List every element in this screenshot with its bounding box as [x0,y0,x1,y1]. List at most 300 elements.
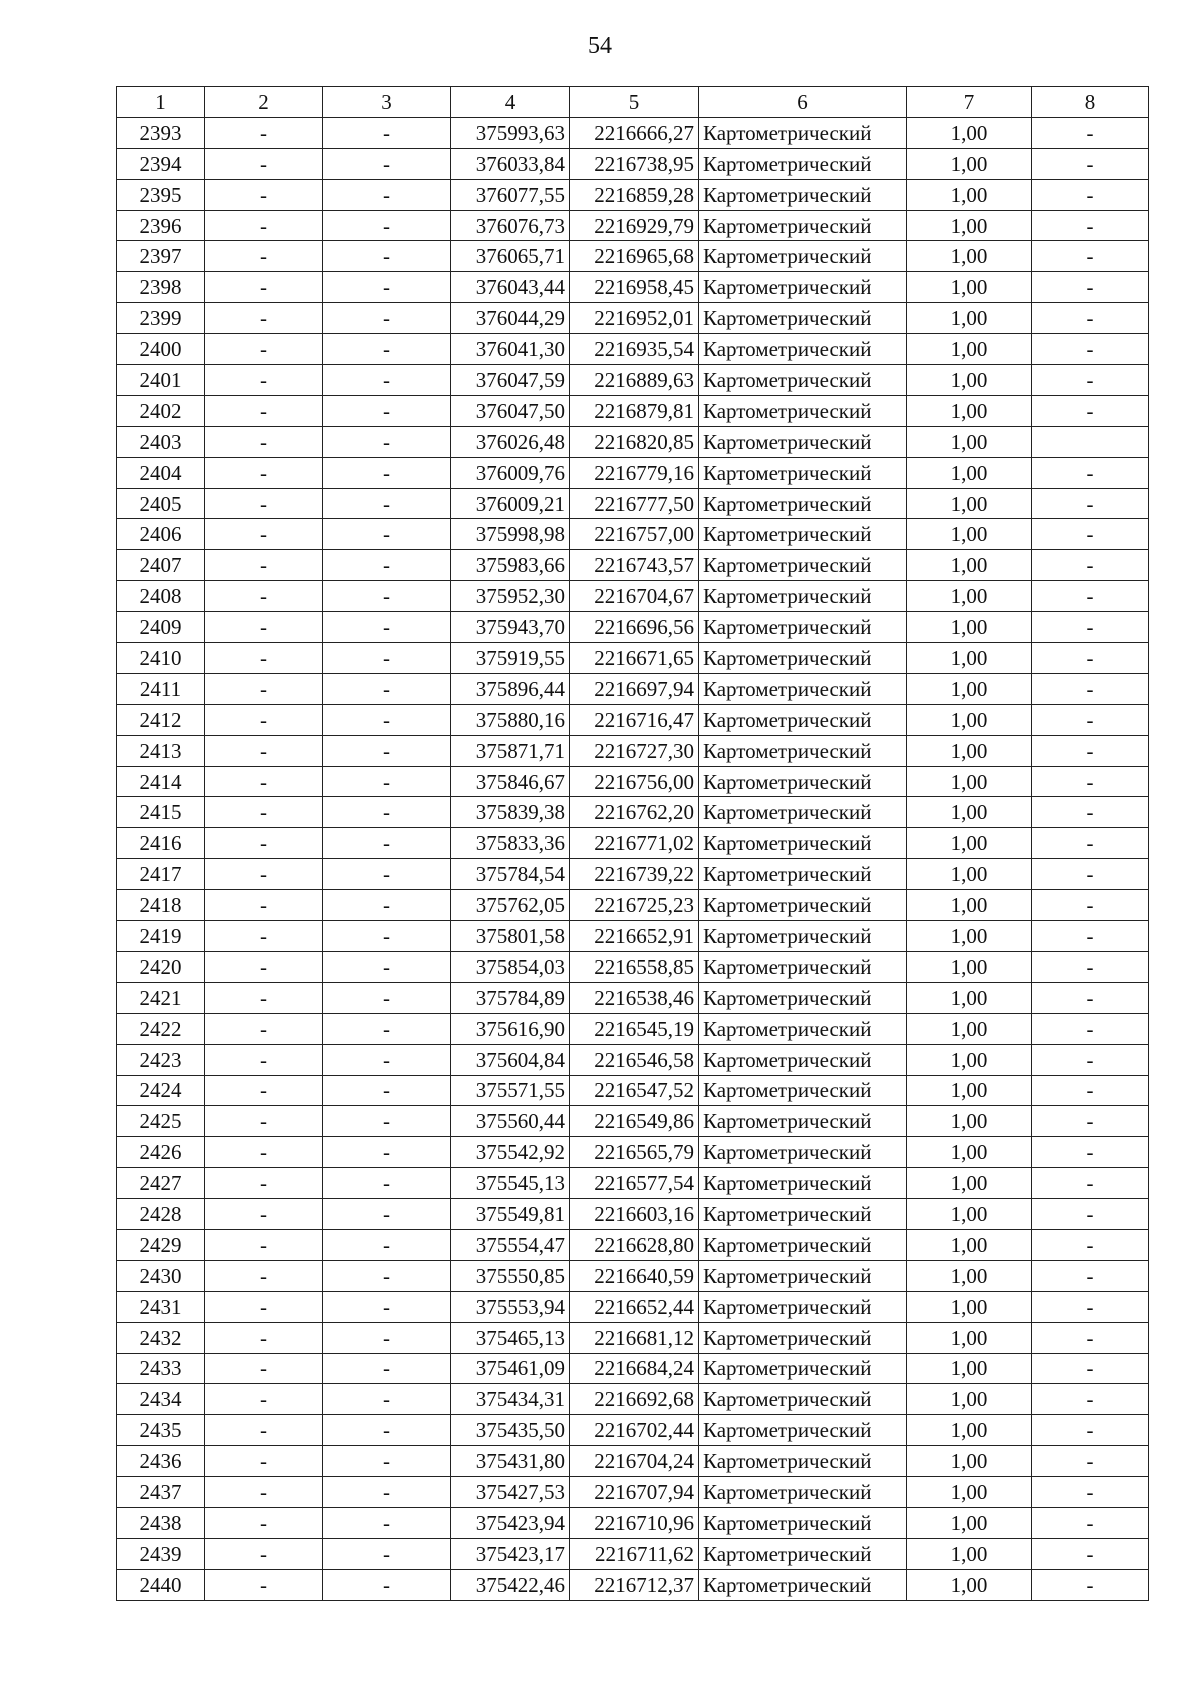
table-row [117,1415,1149,1446]
x-coordinate-cell: 375846,67 [451,766,570,797]
x-coordinate-cell: 376076,73 [451,210,570,241]
y-coordinate-cell: 2216889,63 [570,365,699,396]
y-coordinate-cell: 2216779,16 [570,457,699,488]
col3-cell: - [323,365,451,396]
x-coordinate-cell: 375833,36 [451,828,570,859]
method-cell: Картометрический [699,426,907,457]
col8-cell: - [1032,859,1149,890]
col2-cell: - [205,1013,323,1044]
x-coordinate-cell: 376041,30 [451,334,570,365]
col2-cell: - [205,179,323,210]
method-cell: Картометрический [699,1075,907,1106]
point-number-cell: 2426 [117,1137,205,1168]
method-cell: Картометрический [699,643,907,674]
col3-cell: - [323,797,451,828]
col2-cell: - [205,673,323,704]
y-coordinate-cell: 2216545,19 [570,1013,699,1044]
method-cell: Картометрический [699,241,907,272]
col8-cell: - [1032,1013,1149,1044]
y-coordinate-cell: 2216577,54 [570,1168,699,1199]
column-header: 8 [1032,87,1149,118]
col2-cell: - [205,704,323,735]
y-coordinate-cell: 2216965,68 [570,241,699,272]
accuracy-cell: 1,00 [907,1353,1032,1384]
table-row [117,148,1149,179]
x-coordinate-cell: 375616,90 [451,1013,570,1044]
method-cell: Картометрический [699,1353,907,1384]
col2-cell: - [205,951,323,982]
col8-cell: - [1032,766,1149,797]
col8-cell: - [1032,643,1149,674]
col8-cell: - [1032,117,1149,148]
col8-cell: - [1032,1137,1149,1168]
x-coordinate-cell: 376047,50 [451,395,570,426]
col8-cell: - [1032,148,1149,179]
accuracy-cell: 1,00 [907,1384,1032,1415]
col3-cell: - [323,519,451,550]
table-row [117,1137,1149,1168]
x-coordinate-cell: 376009,76 [451,457,570,488]
accuracy-cell: 1,00 [907,982,1032,1013]
y-coordinate-cell: 2216628,80 [570,1229,699,1260]
table-row [117,303,1149,334]
x-coordinate-cell: 376043,44 [451,272,570,303]
col2-cell: - [205,1260,323,1291]
x-coordinate-cell: 376047,59 [451,365,570,396]
col8-cell: - [1032,334,1149,365]
col2-cell: - [205,1322,323,1353]
point-number-cell: 2417 [117,859,205,890]
col3-cell: - [323,982,451,1013]
method-cell: Картометрический [699,704,907,735]
method-cell: Картометрический [699,210,907,241]
method-cell: Картометрический [699,1013,907,1044]
point-number-cell: 2413 [117,735,205,766]
col3-cell: - [323,1569,451,1600]
col3-cell: - [323,457,451,488]
y-coordinate-cell: 2216952,01 [570,303,699,334]
point-number-cell: 2396 [117,210,205,241]
point-number-cell: 2419 [117,921,205,952]
table-row [117,673,1149,704]
accuracy-cell: 1,00 [907,426,1032,457]
col2-cell: - [205,859,323,890]
col8-cell: - [1032,612,1149,643]
table-row [117,1538,1149,1569]
x-coordinate-cell: 375423,17 [451,1538,570,1569]
col2-cell: - [205,1075,323,1106]
y-coordinate-cell: 2216692,68 [570,1384,699,1415]
col8-cell: - [1032,982,1149,1013]
y-coordinate-cell: 2216549,86 [570,1106,699,1137]
x-coordinate-cell: 375465,13 [451,1322,570,1353]
column-header: 3 [323,87,451,118]
x-coordinate-cell: 375762,05 [451,890,570,921]
point-number-cell: 2412 [117,704,205,735]
accuracy-cell: 1,00 [907,1075,1032,1106]
col8-cell: - [1032,581,1149,612]
col8-cell [1032,426,1149,457]
point-number-cell: 2435 [117,1415,205,1446]
table-row [117,704,1149,735]
col2-cell: - [205,766,323,797]
column-header: 7 [907,87,1032,118]
y-coordinate-cell: 2216671,65 [570,643,699,674]
x-coordinate-cell: 375461,09 [451,1353,570,1384]
col2-cell: - [205,272,323,303]
table-row [117,1044,1149,1075]
col3-cell: - [323,859,451,890]
x-coordinate-cell: 375554,47 [451,1229,570,1260]
y-coordinate-cell: 2216935,54 [570,334,699,365]
point-number-cell: 2430 [117,1260,205,1291]
table-row [117,797,1149,828]
col8-cell: - [1032,550,1149,581]
point-number-cell: 2400 [117,334,205,365]
col2-cell: - [205,457,323,488]
accuracy-cell: 1,00 [907,457,1032,488]
col2-cell: - [205,612,323,643]
method-cell: Картометрический [699,1415,907,1446]
table-row [117,1291,1149,1322]
point-number-cell: 2438 [117,1507,205,1538]
x-coordinate-cell: 375952,30 [451,581,570,612]
y-coordinate-cell: 2216565,79 [570,1137,699,1168]
method-cell: Картометрический [699,951,907,982]
y-coordinate-cell: 2216725,23 [570,890,699,921]
coordinates-table [116,86,1149,1601]
col3-cell: - [323,951,451,982]
accuracy-cell: 1,00 [907,1538,1032,1569]
point-number-cell: 2405 [117,488,205,519]
method-cell: Картометрический [699,1384,907,1415]
x-coordinate-cell: 376026,48 [451,426,570,457]
point-number-cell: 2428 [117,1199,205,1230]
col3-cell: - [323,395,451,426]
y-coordinate-cell: 2216762,20 [570,797,699,828]
x-coordinate-cell: 375435,50 [451,1415,570,1446]
accuracy-cell: 1,00 [907,859,1032,890]
table-row [117,117,1149,148]
table-row [117,1569,1149,1600]
method-cell: Картометрический [699,365,907,396]
table-row [117,612,1149,643]
table-row [117,1384,1149,1415]
col3-cell: - [323,426,451,457]
col2-cell: - [205,828,323,859]
method-cell: Картометрический [699,1538,907,1569]
y-coordinate-cell: 2216727,30 [570,735,699,766]
col2-cell: - [205,797,323,828]
y-coordinate-cell: 2216879,81 [570,395,699,426]
point-number-cell: 2406 [117,519,205,550]
col2-cell: - [205,1106,323,1137]
col8-cell: - [1032,1106,1149,1137]
col2-cell: - [205,1137,323,1168]
accuracy-cell: 1,00 [907,581,1032,612]
point-number-cell: 2431 [117,1291,205,1322]
col3-cell: - [323,1384,451,1415]
method-cell: Картометрический [699,612,907,643]
x-coordinate-cell: 375919,55 [451,643,570,674]
x-coordinate-cell: 375549,81 [451,1199,570,1230]
table-row [117,828,1149,859]
accuracy-cell: 1,00 [907,1415,1032,1446]
point-number-cell: 2399 [117,303,205,334]
col8-cell: - [1032,1477,1149,1508]
col3-cell: - [323,334,451,365]
method-cell: Картометрический [699,1044,907,1075]
accuracy-cell: 1,00 [907,797,1032,828]
point-number-cell: 2436 [117,1446,205,1477]
point-number-cell: 2408 [117,581,205,612]
col2-cell: - [205,210,323,241]
y-coordinate-cell: 2216929,79 [570,210,699,241]
col8-cell: - [1032,1415,1149,1446]
point-number-cell: 2414 [117,766,205,797]
accuracy-cell: 1,00 [907,210,1032,241]
method-cell: Картометрический [699,828,907,859]
table-row [117,365,1149,396]
y-coordinate-cell: 2216684,24 [570,1353,699,1384]
table-header [117,87,1149,118]
table-row [117,890,1149,921]
method-cell: Картометрический [699,519,907,550]
col2-cell: - [205,117,323,148]
accuracy-cell: 1,00 [907,1446,1032,1477]
x-coordinate-cell: 375550,85 [451,1260,570,1291]
col3-cell: - [323,704,451,735]
y-coordinate-cell: 2216702,44 [570,1415,699,1446]
method-cell: Картометрический [699,272,907,303]
col2-cell: - [205,1477,323,1508]
x-coordinate-cell: 376077,55 [451,179,570,210]
method-cell: Картометрический [699,148,907,179]
method-cell: Картометрический [699,1477,907,1508]
point-number-cell: 2404 [117,457,205,488]
point-number-cell: 2411 [117,673,205,704]
point-number-cell: 2402 [117,395,205,426]
method-cell: Картометрический [699,1168,907,1199]
col2-cell: - [205,982,323,1013]
point-number-cell: 2410 [117,643,205,674]
table-row [117,210,1149,241]
y-coordinate-cell: 2216757,00 [570,519,699,550]
col2-cell: - [205,1199,323,1230]
col3-cell: - [323,766,451,797]
table-row [117,426,1149,457]
col2-cell: - [205,365,323,396]
accuracy-cell: 1,00 [907,272,1032,303]
table-row [117,1013,1149,1044]
col8-cell: - [1032,241,1149,272]
col3-cell: - [323,1229,451,1260]
table-row [117,1477,1149,1508]
col8-cell: - [1032,1260,1149,1291]
col3-cell: - [323,210,451,241]
method-cell: Картометрический [699,395,907,426]
col2-cell: - [205,519,323,550]
x-coordinate-cell: 375983,66 [451,550,570,581]
col3-cell: - [323,1353,451,1384]
col3-cell: - [323,1168,451,1199]
x-coordinate-cell: 375839,38 [451,797,570,828]
col3-cell: - [323,1260,451,1291]
page-number: 54 [588,33,612,59]
table-row [117,1446,1149,1477]
x-coordinate-cell: 375434,31 [451,1384,570,1415]
method-cell: Картометрический [699,179,907,210]
accuracy-cell: 1,00 [907,643,1032,674]
x-coordinate-cell: 375880,16 [451,704,570,735]
col8-cell: - [1032,951,1149,982]
accuracy-cell: 1,00 [907,117,1032,148]
method-cell: Картометрический [699,982,907,1013]
table-row [117,1106,1149,1137]
col3-cell: - [323,612,451,643]
col2-cell: - [205,334,323,365]
y-coordinate-cell: 2216652,91 [570,921,699,952]
table-row [117,550,1149,581]
method-cell: Картометрический [699,797,907,828]
y-coordinate-cell: 2216707,94 [570,1477,699,1508]
method-cell: Картометрический [699,581,907,612]
col2-cell: - [205,1569,323,1600]
method-cell: Картометрический [699,303,907,334]
point-number-cell: 2425 [117,1106,205,1137]
y-coordinate-cell: 2216547,52 [570,1075,699,1106]
col8-cell: - [1032,179,1149,210]
y-coordinate-cell: 2216958,45 [570,272,699,303]
point-number-cell: 2407 [117,550,205,581]
table-row [117,457,1149,488]
col3-cell: - [323,1415,451,1446]
y-coordinate-cell: 2216538,46 [570,982,699,1013]
col8-cell: - [1032,519,1149,550]
point-number-cell: 2423 [117,1044,205,1075]
x-coordinate-cell: 375784,89 [451,982,570,1013]
y-coordinate-cell: 2216681,12 [570,1322,699,1353]
accuracy-cell: 1,00 [907,1291,1032,1322]
col3-cell: - [323,241,451,272]
method-cell: Картометрический [699,457,907,488]
accuracy-cell: 1,00 [907,1569,1032,1600]
y-coordinate-cell: 2216704,67 [570,581,699,612]
col8-cell: - [1032,488,1149,519]
table-row [117,334,1149,365]
x-coordinate-cell: 375423,94 [451,1507,570,1538]
col8-cell: - [1032,1199,1149,1230]
method-cell: Картометрический [699,1199,907,1230]
y-coordinate-cell: 2216756,00 [570,766,699,797]
col2-cell: - [205,1446,323,1477]
col3-cell: - [323,148,451,179]
col8-cell: - [1032,365,1149,396]
point-number-cell: 2432 [117,1322,205,1353]
y-coordinate-cell: 2216738,95 [570,148,699,179]
accuracy-cell: 1,00 [907,951,1032,982]
y-coordinate-cell: 2216710,96 [570,1507,699,1538]
x-coordinate-cell: 375422,46 [451,1569,570,1600]
method-cell: Картометрический [699,1106,907,1137]
accuracy-cell: 1,00 [907,828,1032,859]
column-header: 1 [117,87,205,118]
col8-cell: - [1032,828,1149,859]
table-row [117,519,1149,550]
x-coordinate-cell: 375553,94 [451,1291,570,1322]
accuracy-cell: 1,00 [907,1322,1032,1353]
accuracy-cell: 1,00 [907,334,1032,365]
col3-cell: - [323,581,451,612]
col3-cell: - [323,1106,451,1137]
col2-cell: - [205,1044,323,1075]
y-coordinate-cell: 2216716,47 [570,704,699,735]
y-coordinate-cell: 2216558,85 [570,951,699,982]
col3-cell: - [323,673,451,704]
col3-cell: - [323,1137,451,1168]
col2-cell: - [205,581,323,612]
x-coordinate-cell: 375784,54 [451,859,570,890]
col3-cell: - [323,890,451,921]
col3-cell: - [323,828,451,859]
x-coordinate-cell: 375427,53 [451,1477,570,1508]
y-coordinate-cell: 2216777,50 [570,488,699,519]
method-cell: Картометрический [699,1507,907,1538]
col3-cell: - [323,1199,451,1230]
x-coordinate-cell: 376065,71 [451,241,570,272]
x-coordinate-cell: 375542,92 [451,1137,570,1168]
x-coordinate-cell: 375801,58 [451,921,570,952]
accuracy-cell: 1,00 [907,1199,1032,1230]
col3-cell: - [323,272,451,303]
col8-cell: - [1032,921,1149,952]
col2-cell: - [205,1229,323,1260]
column-header: 4 [451,87,570,118]
y-coordinate-cell: 2216652,44 [570,1291,699,1322]
method-cell: Картометрический [699,890,907,921]
x-coordinate-cell: 375560,44 [451,1106,570,1137]
point-number-cell: 2434 [117,1384,205,1415]
col2-cell: - [205,395,323,426]
col8-cell: - [1032,890,1149,921]
x-coordinate-cell: 376009,21 [451,488,570,519]
table-row [117,395,1149,426]
col2-cell: - [205,890,323,921]
col8-cell: - [1032,1322,1149,1353]
method-cell: Картометрический [699,859,907,890]
method-cell: Картометрический [699,673,907,704]
table-row [117,1353,1149,1384]
point-number-cell: 2437 [117,1477,205,1508]
method-cell: Картометрический [699,488,907,519]
point-number-cell: 2415 [117,797,205,828]
accuracy-cell: 1,00 [907,1106,1032,1137]
method-cell: Картометрический [699,735,907,766]
col2-cell: - [205,488,323,519]
method-cell: Картометрический [699,1137,907,1168]
col3-cell: - [323,1507,451,1538]
col3-cell: - [323,1322,451,1353]
col3-cell: - [323,179,451,210]
table-row [117,1168,1149,1199]
point-number-cell: 2395 [117,179,205,210]
point-number-cell: 2416 [117,828,205,859]
point-number-cell: 2440 [117,1569,205,1600]
y-coordinate-cell: 2216712,37 [570,1569,699,1600]
point-number-cell: 2401 [117,365,205,396]
accuracy-cell: 1,00 [907,303,1032,334]
col3-cell: - [323,1477,451,1508]
